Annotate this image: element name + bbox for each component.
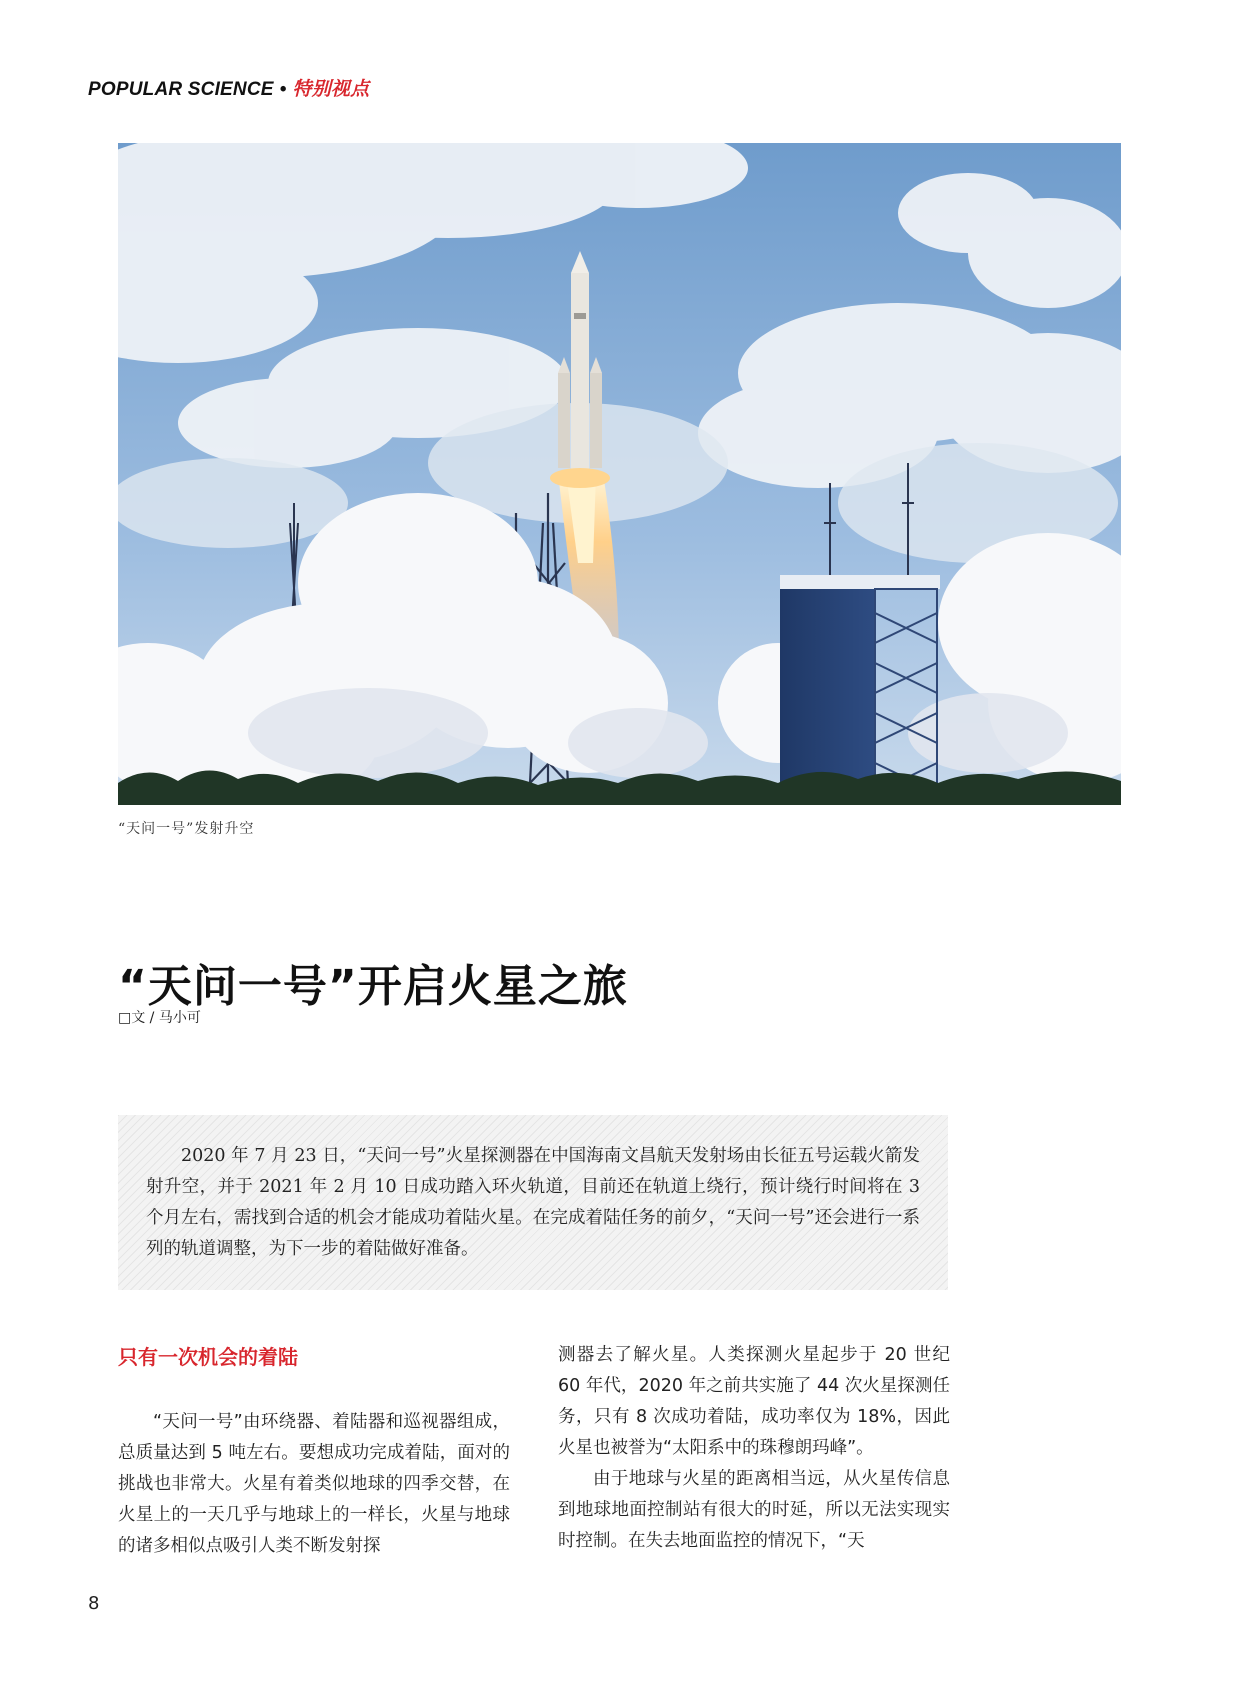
running-header	[88, 74, 369, 101]
article-title: “天问一号”开启火星之旅	[118, 961, 628, 1012]
article-byline: □文 / 马小可	[118, 1010, 201, 1026]
body-column-left	[118, 1340, 510, 1562]
article-abstract: 2020 年 7 月 23 日，“天问一号”火星探测器在中国海南文昌航天发射场由长征五号运载火箭发射升空，并于 2021 年 2 月 10 日成功踏入环火轨道，目前还在轨道上绕行，预计绕行时间将在 3 个月左右，需找到合适的机会才能成功着陆火星。在完成着陆任务的前夕，“天问一号”还会进行一系列的轨道调整，为下一步的着陆做好准备。	[118, 1115, 948, 1290]
body-paragraph-continued: 测器去了解火星。人类探测火星起步于 20 世纪 60 年代，2020 年之前共实施了 44 次火星探测任务，只有 8 次成功着陆，成功率仅为 18%，因此火星也被誉为“太阳系中的珠穆朗玛峰”。	[558, 1345, 950, 1458]
body-paragraph: “天问一号”由环绕器、着陆器和巡视器组成，总质量达到 5 吨左右。要想成功完成着陆，面对的挑战也非常大。火星有着类似地球的四季交替，在火星上的一天几乎与地球上的一样长，火星与地球的诸多相似点吸引人类不断发射探	[118, 1412, 510, 1556]
section-label: 特别视点	[292, 78, 370, 100]
photo-caption: “天问一号”发射升空	[118, 821, 255, 837]
magazine-brand: POPULAR SCIENCE	[88, 79, 274, 100]
section-heading: 只有一次机会的着陆	[118, 1345, 298, 1369]
page-number: 8	[88, 1593, 100, 1614]
body-column-right	[558, 1340, 950, 1557]
body-paragraph: 由于地球与火星的距离相当远，从火星传信息到地球地面控制站有很大的时延，所以无法实现实时控制。在失去地面监控的情况下，“天	[558, 1469, 950, 1551]
rocket-launch-photo	[118, 143, 1121, 805]
header-separator: •	[279, 79, 287, 100]
